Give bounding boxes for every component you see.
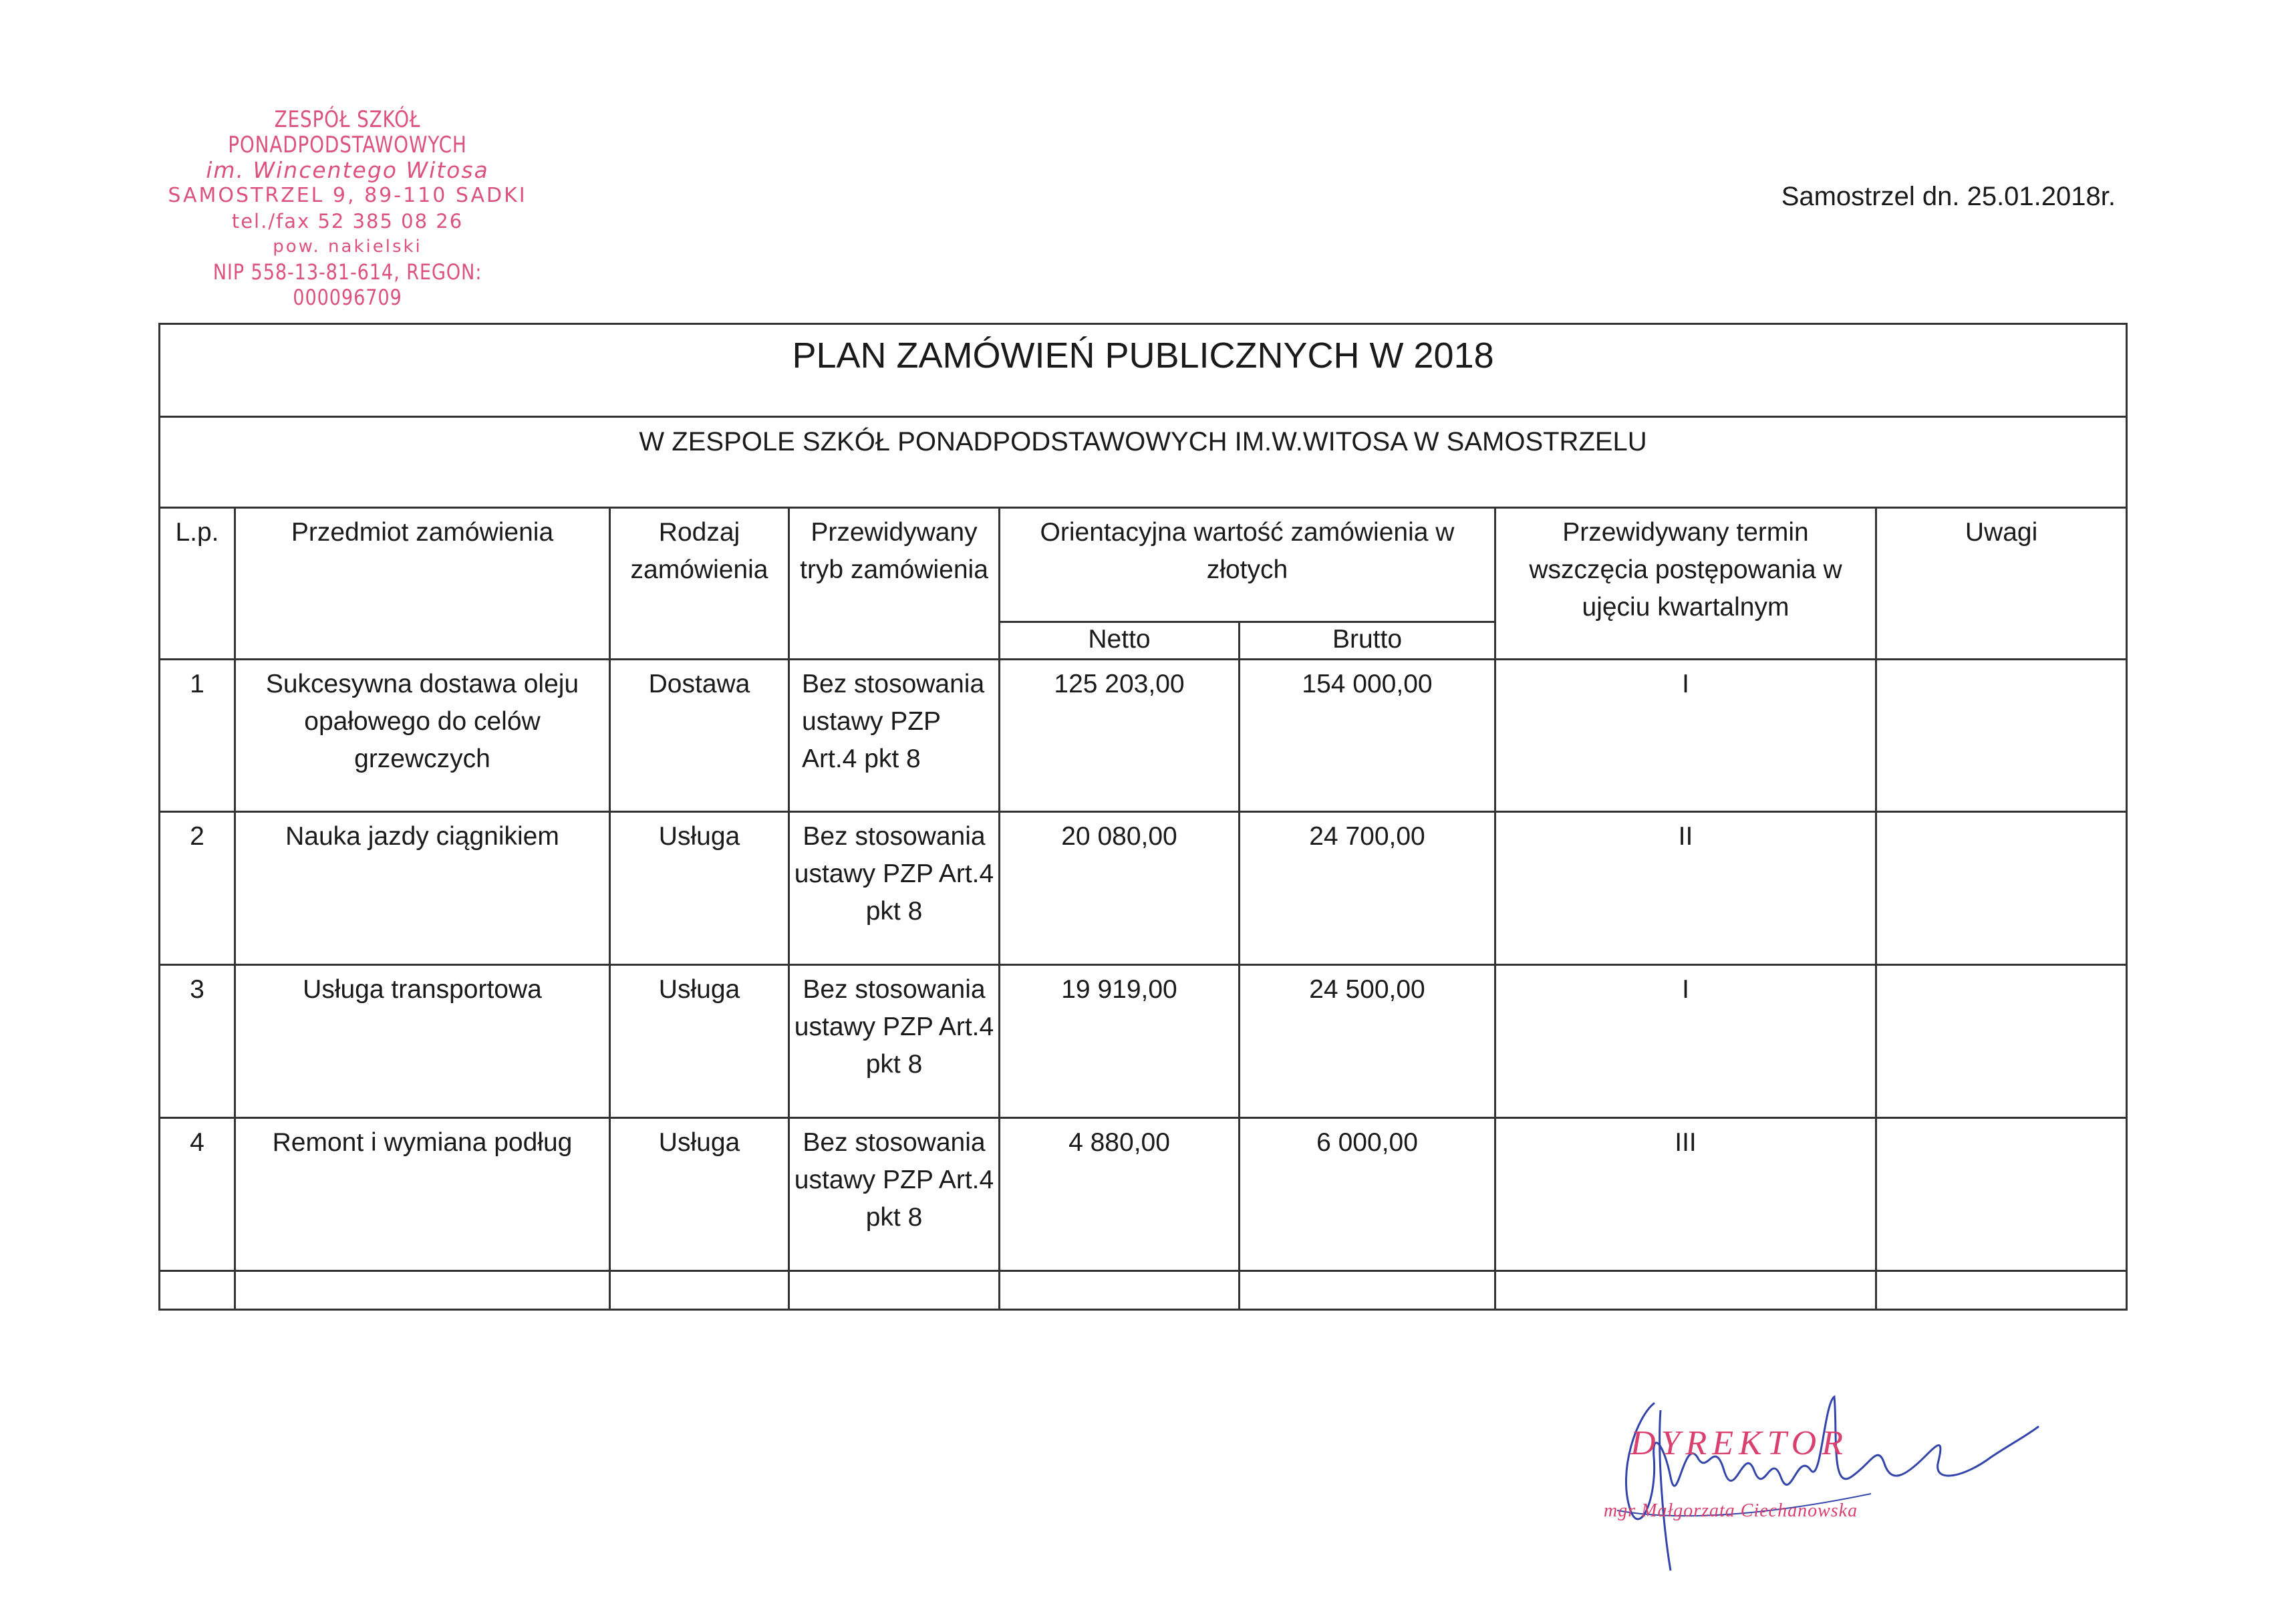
table-row bbox=[160, 659, 2127, 812]
cell-mode: Bez stosowania ustawy PZP Art.4 pkt 8 bbox=[789, 965, 1000, 1118]
header-subject: Przedmiot zamówienia bbox=[235, 507, 610, 659]
procurement-plan-table bbox=[158, 323, 2128, 1311]
empty-row bbox=[160, 1270, 2127, 1309]
header-lp: L.p. bbox=[160, 507, 235, 659]
cell-brutto: 24 500,00 bbox=[1240, 965, 1495, 1118]
cell-subject: Nauka jazdy ciągnikiem bbox=[235, 812, 610, 965]
header-term: Przewidywany termin wszczęcia postępowania w ujęciu kwartalnym bbox=[1495, 507, 1876, 659]
header-row bbox=[160, 507, 2127, 622]
cell-term: I bbox=[1495, 659, 1876, 812]
cell-mode: Bez stosowania ustawy PZP Art.4 pkt 8 bbox=[789, 659, 1000, 812]
cell-netto: 125 203,00 bbox=[1000, 659, 1240, 812]
header-kind: Rodzaj zamówienia bbox=[610, 507, 789, 659]
cell-kind: Usługa bbox=[610, 965, 789, 1118]
table-row bbox=[160, 1117, 2127, 1270]
cell-mode: Bez stosowania ustawy PZP Art.4 pkt 8 bbox=[789, 812, 1000, 965]
cell-notes bbox=[1876, 1117, 2127, 1270]
cell-subject: Remont i wymiana podług bbox=[235, 1117, 610, 1270]
subtitle-row bbox=[160, 417, 2127, 507]
cell-brutto: 154 000,00 bbox=[1240, 659, 1495, 812]
cell-kind: Usługa bbox=[610, 812, 789, 965]
cell-lp: 2 bbox=[160, 812, 235, 965]
cell-lp: 4 bbox=[160, 1117, 235, 1270]
signature-name: mgr Małgorzata Ciechanowska bbox=[1604, 1500, 1858, 1521]
cell-notes bbox=[1876, 812, 2127, 965]
header-value: Orientacyjna wartość zamówienia w złotych bbox=[1000, 507, 1495, 622]
table-row bbox=[160, 812, 2127, 965]
cell-netto: 4 880,00 bbox=[1000, 1117, 1240, 1270]
stamp-line-school: ZESPÓŁ SZKÓŁ PONADPODSTAWOWYCH bbox=[228, 106, 467, 158]
signature-title: DYREKTOR bbox=[1630, 1424, 1848, 1462]
cell-brutto: 6 000,00 bbox=[1240, 1117, 1495, 1270]
header-netto: Netto bbox=[1000, 622, 1240, 659]
cell-term: II bbox=[1495, 812, 1876, 965]
cell-mode: Bez stosowania ustawy PZP Art.4 pkt 8 bbox=[789, 1117, 1000, 1270]
school-stamp bbox=[134, 107, 561, 310]
plan-title: PLAN ZAMÓWIEŃ PUBLICZNYCH W 2018 bbox=[160, 324, 2127, 417]
cell-term: I bbox=[1495, 965, 1876, 1118]
director-signature bbox=[1590, 1377, 2045, 1577]
plan-subtitle: W ZESPOLE SZKÓŁ PONADPODSTAWOWYCH IM.W.WITOSA W SAMOSTRZELU bbox=[160, 417, 2127, 507]
cell-term: III bbox=[1495, 1117, 1876, 1270]
title-row bbox=[160, 324, 2127, 417]
stamp-line-address: SAMOSTRZEL 9, 89-110 SADKI bbox=[168, 184, 527, 207]
cell-brutto: 24 700,00 bbox=[1240, 812, 1495, 965]
header-mode: Przewidywany tryb zamówienia bbox=[789, 507, 1000, 659]
cell-subject: Sukcesywna dostawa oleju opałowego do celów grzewczych bbox=[235, 659, 610, 812]
cell-netto: 19 919,00 bbox=[1000, 965, 1240, 1118]
document-date: Samostrzel dn. 25.01.2018r. bbox=[1781, 182, 2116, 211]
header-notes: Uwagi bbox=[1876, 507, 2127, 659]
stamp-line-phone: tel./fax 52 385 08 26 bbox=[231, 210, 464, 233]
cell-subject: Usługa transportowa bbox=[235, 965, 610, 1118]
table-row bbox=[160, 965, 2127, 1118]
cell-kind: Dostawa bbox=[610, 659, 789, 812]
header-brutto: Brutto bbox=[1240, 622, 1495, 659]
stamp-line-patron: im. Wincentego Witosa bbox=[206, 157, 489, 183]
stamp-line-county: pow. nakielski bbox=[273, 237, 422, 257]
cell-notes bbox=[1876, 659, 2127, 812]
cell-kind: Usługa bbox=[610, 1117, 789, 1270]
cell-lp: 3 bbox=[160, 965, 235, 1118]
cell-netto: 20 080,00 bbox=[1000, 812, 1240, 965]
cell-lp: 1 bbox=[160, 659, 235, 812]
cell-notes bbox=[1876, 965, 2127, 1118]
stamp-line-nip-regon: NIP 558-13-81-614, REGON: 000096709 bbox=[212, 259, 482, 310]
